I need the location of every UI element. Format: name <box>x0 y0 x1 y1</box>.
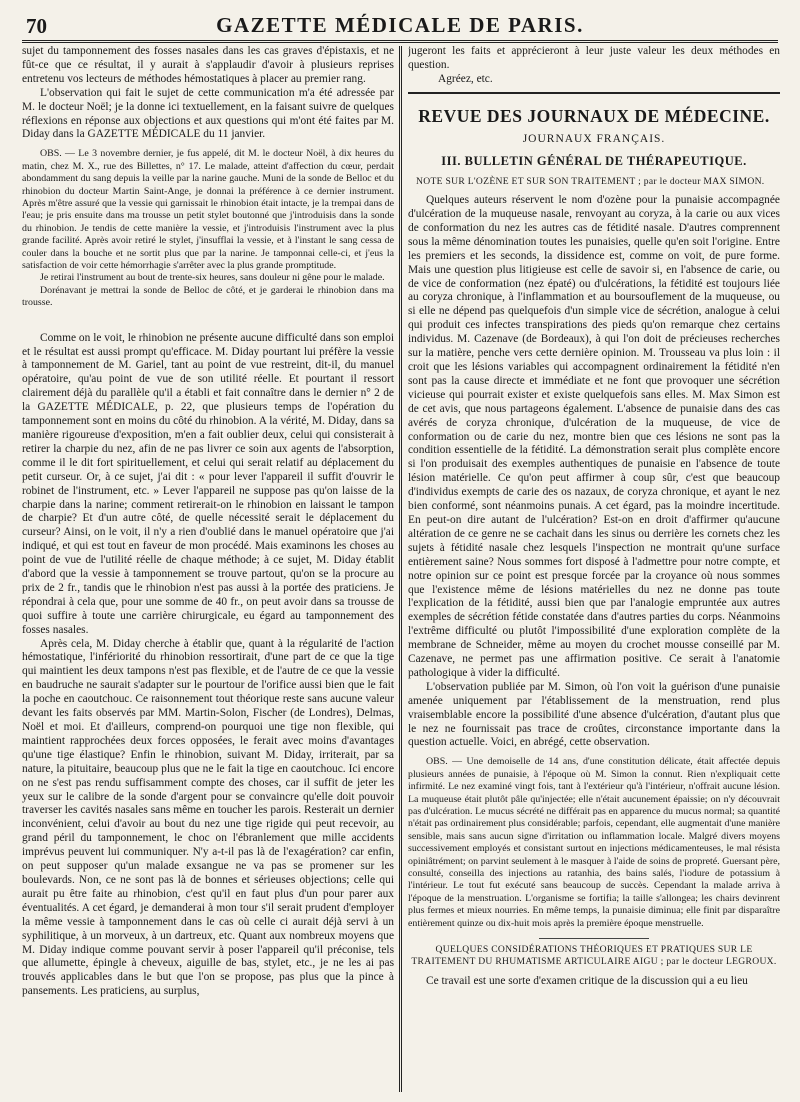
section-rule <box>539 938 649 939</box>
spacer <box>22 310 394 332</box>
paragraph: Comme on le voit, le rhinobion ne présente aucune difficulté dans son emploi et le résultat est aussi prompt qu'efficace. M. Diday pourtant lui préfère la vessie à tamponnement de M. Gariel, tant au point de vue restreint, dit-il, du manuel opératoire, qu'au point de vue de son utilité réelle. Et pourtant il ressort clairement déjà du parallèle qu'il a établi et fait connaître dans le dernier n° 2 de la GAZETTE MÉDICALE, p. 22, que plusieurs temps de l'opération du tamponnement sont en moins du côté du rhinobion. A la vérité, M. Diday, dans sa manière rigoureuse d'exposition, m'en a fait oublier deux, celui qui consisterait à retirer la charpie du nez, afin de ne pas livrer ce soin aux agents de l'absorption, comme il le dit fort spirituellement, et celui qui serait relatif au déplacement du petit curseur. Or, à ce sujet, j'ai dit : « pour lever l'appareil il suffit d'ouvrir le robinet de l'instrument, etc. » Lever l'appareil ne suppose pas qu'on laisse de la charpie dans la narine; comment retirerait-on le rhinobion en laissant le tampon de charpie? Et d'un autre côté, de quelle nécessité serait le déplacement du curseur? Ainsi, on le voit, il n'y a rien d'oublié dans le manuel opératoire que j'ai indiqué, et qui est tout en faveur de mon procédé. Mais examinons les choses au point de vue de l'utilité réelle de chaque méthode; à ce sujet, M. Diday établit d'abord que la vessie à tamponnement se trouve partout, qu'on se la procure au prix de 2 fr., tandis que le rhinobion n'est pas aussi à la portée des praticiens. Je répondrai à cela que, pour une somme de 40 fr., on peut avoir dans sa trousse de quoi suffire à toute une carrière chirurgicale, eu égard au tamponnement des fosses nasales. <box>22 331 394 636</box>
paragraph: sujet du tamponnement des fosses nasales dans les cas graves d'épistaxis, et ne fût-ce que ce résultat, il y aurait à s'applaudir d'avoir à plusieurs reprises entretenu vos lecteurs de méthodes hémostatiques à placer au premier rang. <box>22 45 394 85</box>
column-divider <box>399 46 402 1092</box>
note-title: NOTE SUR L'OZÈNE ET SUR SON TRAITEMENT ; par le docteur MAX SIMON. <box>416 175 765 187</box>
right-column <box>408 45 780 1095</box>
paragraph: L'observation qui fait le sujet de cette communication m'a été adressée par M. le docteur Noël; je la donne ici textuellement, en la faisant suivre de quelques réflexions en réponse aux objections et aux questions qui m'ont été faites par M. Diday dans la GAZETTE MÉDICALE du 11 janvier. <box>22 86 394 141</box>
page-header <box>0 0 800 40</box>
section-rule <box>408 92 780 94</box>
left-column <box>22 45 394 1095</box>
paragraph: Quelques auteurs réservent le nom d'ozène pour la punaisie accompagnée d'ulcération de la muqueuse nasale, renvoyant au coryza, à la carie ou aux vices de conformation du nez les autres cas de fétidité nasale. D'autres comprennent sous la même dénomination toutes les punaisies, quelle qu'en soit l'origine. Entre les premiers et les seconds, la dissidence est, comme on voit, de pure forme. Mais une question plus litigieuse est celle de savoir si, en l'absence de carie, ou de vice de conformation (nez épaté) ou d'ulcérations, la fétidité est toujours liée au coryza chronique, à l'inflammation et au boursouflement de la muqueuse, ou si elle ne dépend pas quelquefois d'un simple vice de sécrétion, analogue à celui qui produit ces infectes transpirations des pieds qu'on remarque chez certains individus. M. Cazenave (de Bordeaux), à qui l'on doit de précieuses recherches sur la matière, penche vers cette dernière opinion. M. Trousseau va plus loin : il croit que les lésions variables qui accompagnent ordinairement la fétidité n'en sont pas la cause directe et immédiate et ne font que provoquer une sécrétion vicieuse qui pourrait exister et existe quelquefois sans elles. M. Max Simon est de cet avis, que nous partageons également. L'absence de punaisie dans des cas avérés de coryza chronique, d'ulcération de la muqueuse, de vice de conformation ou de carie du nez, montre bien que ces lésions ne sont pas la condition essentielle de la fétidité. La démonstration serait plus complète encore si l'on produisait des exemples authentiques de punaisie en l'absence de toute lésion matérielle. Ce qu'on peut affirmer à coup sûr, c'est que beaucoup d'individus exempts de carie des os nazaux, de coryza chronique, et ayant le nez bien conformé, sont néanmoins punais. A cet égard, pas la moindre incertitude. En peut-on dire autant de l'ulcération? Est-on en droit d'affirmer qu'aucune altération de ce genre ne se cachait dans les sinus ou derrière les cornets chez les sujets à fétidité nasale chez lesquels l'inspection ne montrait qu'une surface entièrement saine? Nous sommes fort disposé à l'admettre pour notre compte, et notre opinion sur ce point est presque forcée par la croyance où nous sommes que l'existence même de lésions matérielles du nez ne donne pas toute l'explication de la fétidité, aussi bien que par l'analogie empruntée aux autres exemples de sécrétion fétide constatée dans d'autres parties du corps. Néanmoins l'extrême difficulté ou plutôt l'impossibilité d'une exploration complète de la membrane de Schneider, même au moyen du crochet mousse conseillé par M. Cazenave, ne permet pas une affirmation positive. Ce serait à l'anatomie pathologique à vider la difficulté. <box>408 194 780 679</box>
observation-text: Dorénavant je mettrai la sonde de Belloc de côté, et je garderai le rhinobion dans ma trousse. <box>22 284 394 309</box>
observation-text: OBS. — Le 3 novembre dernier, je fus appelé, dit M. le docteur Noël, à dix heures du matin, chez M. X., rue des Billettes, n° 17. Le malade, atteint d'affection du cœur, perdait abondamment du sang depuis la veille par la narine gauche. Muni de la sonde de Belloc et du rhinobion du docteur Martin Saint-Ange, je donnai la préférence à ce dernier instrument. Après m'être assuré que la vessie qui garnissait le rhinobion était intacte, je la trempai dans de l'eau; je pris ensuite dans ma trousse un petit stylet boutonné que j'introduisis dans la sonde du rhinobion. Je tendis de cette manière la vessie, et j'introduisis l'instrument avec la plus grande facilité. Après avoir retiré le stylet, j'insufflai la vessie, et à l'instant le sang cessa de couler dans la bouche et ne sortit plus que par la narine. Je tamponnai celle-ci, et j'eus la satisfaction de voir cette hémorrhagie s'arrêter avec la plus grande promptitude. <box>22 148 394 271</box>
header-rule <box>22 40 778 43</box>
paragraph: Ce travail est une sorte d'examen critique de la discussion qui a eu lieu <box>426 975 748 988</box>
article-title: QUELQUES CONSIDÉRATIONS THÉORIQUES ET PRATIQUES SUR LE TRAITEMENT DU RHUMATISME ARTICULAIRE AIGU ; par le docteur LEGROUX. <box>411 944 777 968</box>
observation-text: Je retirai l'instrument au bout de trente-six heures, sans douleur ni gêne pour le malade. <box>40 272 385 284</box>
closing-salutation: Agréez, etc. <box>438 72 493 85</box>
observation-text: OBS. — Une demoiselle de 14 ans, d'une constitution délicate, était affectée depuis plusieurs années de punaisie, à l'époque où M. Simon la connut. Rien n'expliquait cette infirmité. Le nez examiné vingt fois, tant à l'extérieur qu'à l'intérieur, n'offrait aucune lésion. La muqueuse était plutôt pâle qu'injectée; elle n'était aucunement épaissie; on n'y découvrait pas d'ulcération. Le mucus sécrété ne différait pas en apparence du mucus normal; sa quantité n'était pas ordinairement plus considérable; parfois, cependant, elle augmentait d'une manière sensible, mais sans aucun signe d'irritation ou inflammation locale. Malgré divers moyens successivement employés et consistant surtout en injections médicamenteuses, le mal résista opiniâtrément; on parvint seulement à le masquer à l'aide de soins de propreté. Guersant père, consulté, conseilla des injections au ratanhia, des bains salés, l'iodure de potassium à l'intérieur. Le tout fut exécuté sans beaucoup de succès. Cependant la malade arriva à l'époque de la menstruation. L'organisme se fortifia; la taille s'allongea; les chairs devinrent plus fermes et mieux nourries. En même temps, la punaisie diminua; elle finit par disparaître entièrement quinze ou dix-huit mois après la première époque menstruelle. <box>408 756 780 929</box>
paragraph: L'observation publiée par M. Simon, où l'on voit la guérison d'une punaisie amenée uniquement par l'établissement de la menstruation, rend plus vraisemblable encore la possibilité d'une absence d'ulcération, d'autant plus que le nez ne fournissait pas trace de croûtes, circonstance importante dans la question actuelle. Voici, en abrégé, cette observation. <box>408 680 780 749</box>
section-title: III. BULLETIN GÉNÉRAL DE THÉRAPEUTIQUE. <box>441 153 747 168</box>
page-number: 70 <box>26 14 47 38</box>
paragraph: jugeront les faits et apprécieront à leur juste valeur les deux méthodes en question. <box>408 45 780 71</box>
review-title: REVUE DES JOURNAUX DE MÉDECINE. <box>418 105 770 126</box>
paragraph: Après cela, M. Diday cherche à établir que, quant à la régularité de l'action hémostatique, l'infériorité du rhinobion ressortirait, d'une part de ce que la tige qui maintient les deux tampons n'est pas flexible, et de l'autre de ce que la vessie en baudruche ne saurait s'adapter sur le pourtour de l'orifice aussi bien que le fait la poche en caoutchouc. Ce raisonnement tout théorique reste sans aucune valeur devant les faits observés par MM. Martin-Solon, Fischer (de Londres), Delmas, Noël et moi. Et d'ailleurs, comprend-on pourquoi une tige non flexible, qui maintient rapprochées deux forces opposées, le ferait avec moins d'avantages qu'une tige élastique? Enfin le rhinobion, suivant M. Diday, irriterait, par sa nature, la pituitaire, beaucoup plus que ne le fait la tige en caoutchouc. Ici encore on ne s'est pas rendu suffisamment compte des choses, car il suffit de jeter les yeux sur le calibre de la sonde d'argent pour se convaincre qu'elle doit pouvoir traverser les cavités nasales sans même en toucher les parois. Resterait un dernier inconvénient, celui d'avoir au bout du nez une tige rigide qui peut recevoir, au grand péril du tamponnement, le choc on l'ébranlement que mille accidents imprévus peuvent lui communiquer. N'y a-t-il pas là de l'exagération? car enfin, on peut supposer qu'un malade exsangue ne va pas se promener sur les boulevards. Non, ce ne sont pas là de bonnes et sérieuses objections; celle qui aurait pu être faite au rhinobion, c'est qu'il en faut plus d'un pour parer aux éventualités. A cet égard, je demanderai à mon tour s'il serait prudent d'employer la même vessie à tamponnement dans le cas où celle ci aurait déjà servi à un syphilitique, à un morveux, à un dartreux, etc. Quant aux nombreux moyens que M. Diday indique comme pouvant servir à poser l'appareil qu'il préconise, tels que allumette, épingle à cheveux, aiguille de bas, stylet, etc., je ne les ai pas trouvés applicables dans le but que l'on se propose, pas plus que la pince à pansements. Les praticiens, au surplus, <box>22 637 394 998</box>
review-subtitle: JOURNAUX FRANÇAIS. <box>522 132 666 145</box>
journal-title: GAZETTE MÉDICALE DE PARIS. <box>216 13 584 37</box>
